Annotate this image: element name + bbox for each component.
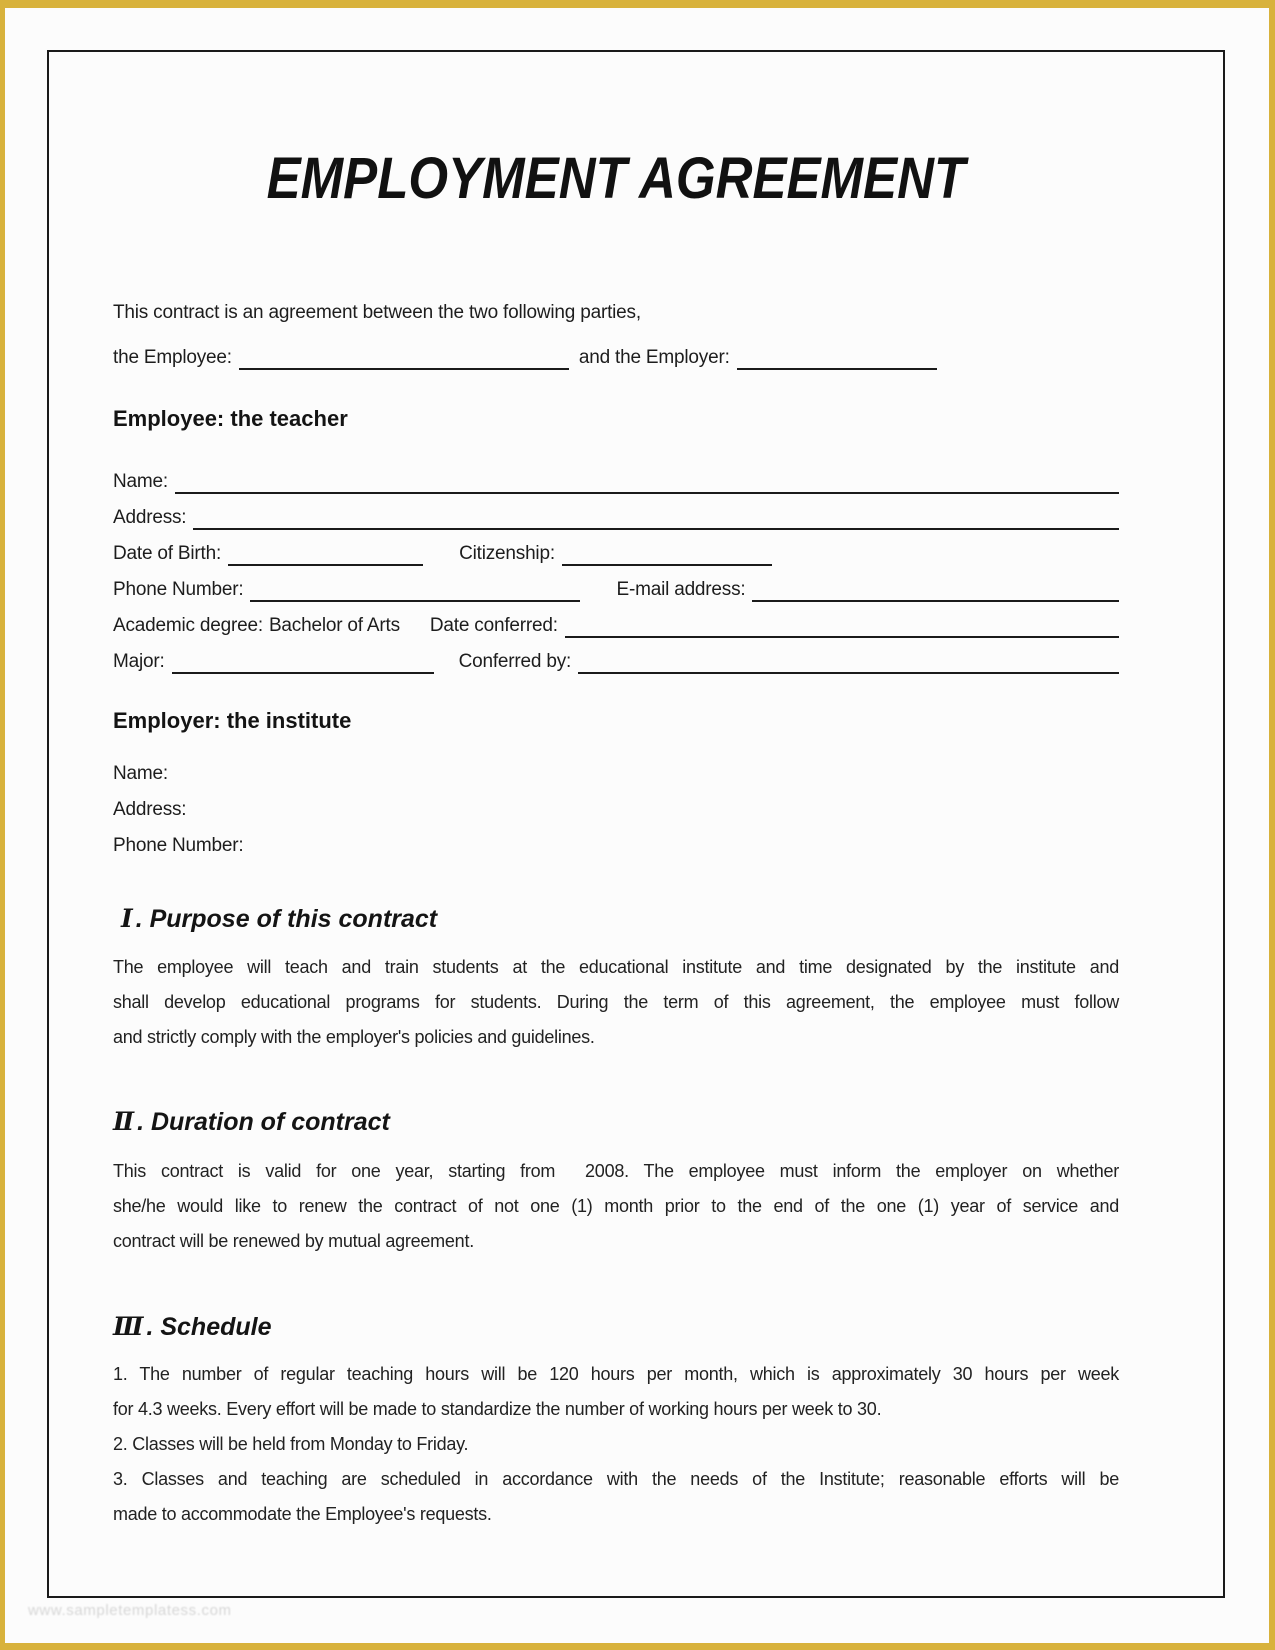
purpose-paragraph [113, 950, 1119, 1055]
degree-label: Academic degree: [113, 615, 263, 636]
document-title [113, 148, 1119, 210]
degree-value: Bachelor of Arts [268, 615, 400, 636]
employee-phone-row [113, 566, 1119, 602]
employee-party-blank [239, 346, 569, 370]
duration-paragraph [113, 1154, 1119, 1259]
employer-party-blank [737, 346, 937, 370]
duration-line: This contract is valid for one year, starting from 2008. The employee must inform the employer on whether [113, 1161, 1119, 1181]
employee-address-row [113, 494, 1119, 530]
email-label: E-mail address: [616, 579, 746, 600]
employer-section-heading: Employer: the institute [113, 708, 352, 733]
document-border-box [47, 50, 1225, 1598]
schedule-item-1-line: for 4.3 weeks. Every effort will be made to standardize the number of working hours per week to 30. [113, 1399, 882, 1419]
email-blank [752, 578, 1119, 602]
intro-line: This contract is an agreement between the two following parties, [113, 302, 641, 323]
name-label: Name: [113, 471, 168, 492]
employee-dob-row [113, 530, 1119, 566]
roman-numeral-three: Ⅲ [113, 1312, 144, 1341]
address-blank [193, 506, 1119, 530]
employer-address-label: Address: [113, 799, 187, 820]
employee-degree-row [113, 602, 1119, 638]
schedule-item-3-line: made to accommodate the Employee's requests. [113, 1504, 492, 1524]
page-background [5, 8, 1269, 1643]
footer-watermark: www.sampletemplatess.com [28, 1602, 232, 1619]
purpose-line: The employee will teach and train students at the educational institute and time designated by the institute and [113, 957, 1119, 977]
employee-section-heading: Employee: the teacher [113, 406, 348, 431]
intro-parties-line [113, 332, 1119, 370]
employee-fields [113, 458, 1119, 674]
purpose-line: shall develop educational programs for students. During the term of this agreement, the employee must follow [113, 992, 1119, 1012]
conferred-by-blank [578, 650, 1119, 674]
major-label: Major: [113, 651, 165, 672]
schedule-list [113, 1357, 1119, 1532]
intro-paragraph [113, 294, 1119, 370]
roman-numeral-two: Ⅱ [113, 1107, 135, 1136]
schedule-item-1-line: 1. The number of regular teaching hours will be 120 hours per month, which is approximately 30 hours per week [113, 1364, 1119, 1384]
roman-numeral-one: Ⅰ [121, 904, 133, 933]
employee-name-row [113, 458, 1119, 494]
date-conferred-label: Date conferred: [429, 615, 558, 636]
purpose-line: and strictly comply with the employer's policies and guidelines. [113, 1027, 595, 1047]
purpose-section-heading [113, 904, 1119, 934]
employer-fields [113, 750, 1119, 858]
phone-label: Phone Number: [113, 579, 244, 600]
employee-party-label: the Employee: [113, 347, 232, 368]
duration-line: she/he would like to renew the contract of not one (1) month prior to the end of the one (1) year of service and [113, 1196, 1119, 1216]
document-content [49, 148, 1223, 1532]
phone-blank [250, 578, 580, 602]
dob-label: Date of Birth: [113, 543, 222, 564]
schedule-heading-text: . Schedule [146, 1313, 272, 1341]
purpose-heading-text: . Purpose of this contract [135, 905, 438, 933]
duration-heading-text: . Duration of contract [137, 1108, 390, 1136]
date-conferred-blank [565, 614, 1119, 638]
name-blank [175, 470, 1119, 494]
employer-phone-row [113, 822, 1119, 858]
employer-phone-label: Phone Number: [113, 835, 244, 856]
duration-line: contract will be renewed by mutual agreement. [113, 1231, 474, 1251]
major-blank [172, 650, 434, 674]
schedule-item-3-line: 3. Classes and teaching are scheduled in accordance with the needs of the Institute; reasonable efforts will be [113, 1469, 1119, 1489]
employer-address-row [113, 786, 1119, 822]
employer-party-label: and the Employer: [578, 347, 730, 368]
employer-name-label: Name: [113, 763, 168, 784]
employer-name-row [113, 750, 1119, 786]
citizenship-blank [562, 542, 772, 566]
employee-major-row [113, 638, 1119, 674]
citizenship-label: Citizenship: [459, 543, 555, 564]
conferred-by-label: Conferred by: [458, 651, 572, 672]
duration-section-heading [113, 1107, 1119, 1137]
schedule-section-heading [113, 1312, 1119, 1342]
schedule-item-2-line: 2. Classes will be held from Monday to Friday. [113, 1434, 469, 1454]
address-label: Address: [113, 507, 187, 528]
document-title-text: EMPLOYMENT AGREEMENT [266, 146, 966, 211]
dob-blank [228, 542, 423, 566]
